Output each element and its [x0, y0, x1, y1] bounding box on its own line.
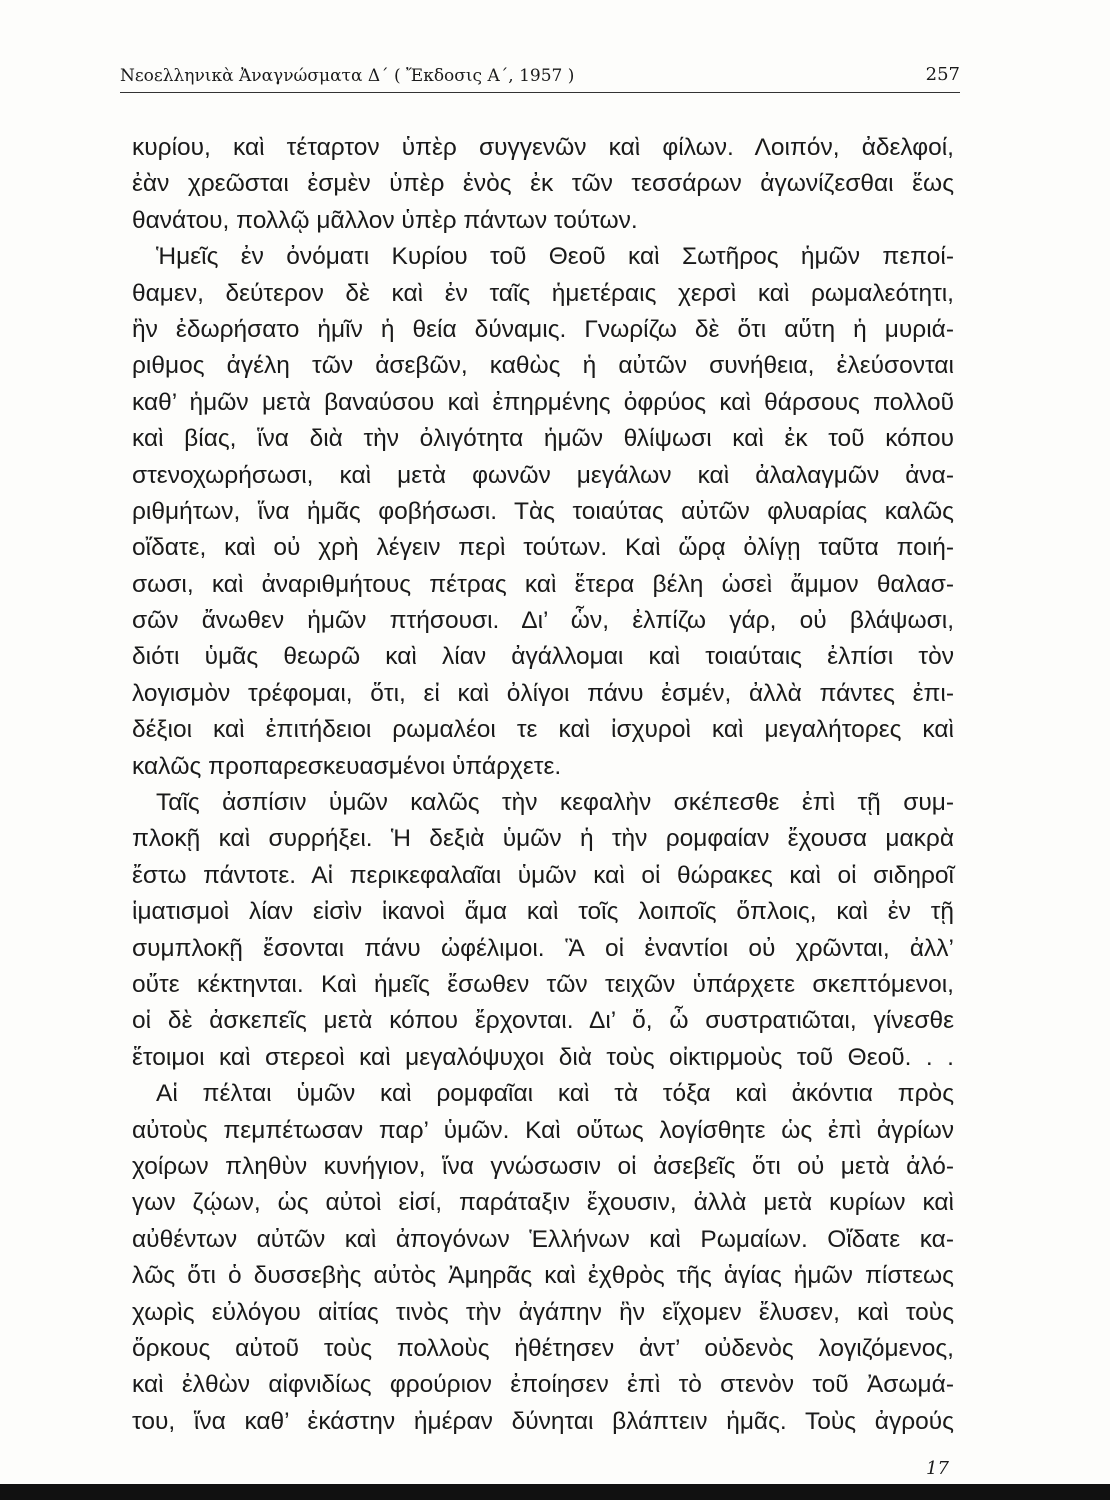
running-title: Νεοελληνικὰ Ἀναγνώσματα Δ΄ ( Ἔκδοσις Α΄, 1957 )	[120, 66, 575, 86]
text-line: οὔτε κέκτηνται. Καὶ ἡμεῖς ἔσωθεν τῶν τειχῶν ὑπάρχετε σκεπτόμενοι,	[132, 970, 954, 998]
text-line: ἔστω πάντοτε. Αἱ περικεφαλαῖαι ὑμῶν καὶ οἱ θώρακες καὶ οἱ σιδηροῖ	[132, 861, 954, 889]
text-line: Ἡμεῖς ἐν ὀνόματι Κυρίου τοῦ Θεοῦ καὶ Σωτῆρος ἡμῶν πεποί-	[156, 243, 954, 271]
text-line: Αἱ πέλται ὑμῶν καὶ ρομφαῖαι καὶ τὰ τόξα καὶ ἀκόντια πρὸς	[156, 1080, 954, 1108]
text-line: θανάτου, πολλῷ μᾶλλον ὑπὲρ πάντων τούτων.	[132, 206, 638, 234]
body-text	[132, 130, 954, 1440]
signature-mark: 17	[926, 1458, 949, 1479]
text-line: δέξιοι καὶ ἐπιτήδειοι ρωμαλέοι τε καὶ ἰσχυροὶ καὶ μεγαλήτορες καὶ	[132, 716, 954, 744]
text-line: στενοχωρήσωσι, καὶ μετὰ φωνῶν μεγάλων καὶ ἀλαλαγμῶν ἀνα-	[132, 461, 954, 489]
text-line: χωρὶς εὐλόγου αἰτίας τινὸς τὴν ἀγάπην ἣν εἴχομεν ἔλυσεν, καὶ τοὺς	[132, 1298, 954, 1326]
text-line: ἣν ἐδωρήσατο ἡμῖν ἡ θεία δύναμις. Γνωρίζω δὲ ὅτι αὕτη ἡ μυριά-	[132, 315, 954, 343]
text-line: γων ζῴων, ὡς αὐτοὶ εἰσί, παράταξιν ἔχουσιν, ἀλλὰ μετὰ κυρίων καὶ	[132, 1189, 954, 1217]
page-number: 257	[925, 64, 960, 85]
text-line: θαμεν, δεύτερον δὲ καὶ ἐν ταῖς ἡμετέραις χερσὶ καὶ ρωμαλεότητι,	[132, 279, 954, 307]
text-line: αὐτοὺς πεμπέτωσαν παρ’ ὑμῶν. Καὶ οὕτως λογίσθητε ὡς ἐπὶ ἀγρίων	[132, 1116, 954, 1144]
text-line: σῶν ἄνωθεν ἡμῶν πτήσουσι. Δι’ ὧν, ἐλπίζω γάρ, οὐ βλάψωσι,	[132, 607, 954, 635]
text-line: ἕτοιμοι καὶ στερεοὶ καὶ μεγαλόψυχοι διὰ τοὺς οἰκτιρμοὺς τοῦ Θεοῦ. . .	[132, 1043, 954, 1071]
text-line: αὐθέντων αὐτῶν καὶ ἀπογόνων Ἑλλήνων καὶ Ρωμαίων. Οἴδατε κα-	[132, 1225, 954, 1253]
text-line: ἱματισμοὶ λίαν εἰσὶν ἱκανοὶ ἅμα καὶ τοῖς λοιποῖς ὅπλοις, καὶ ἐν τῇ	[132, 898, 954, 926]
text-line: ριθμος ἀγέλη τῶν ἀσεβῶν, καθὼς ἡ αὐτῶν συνήθεια, ἐλεύσονται	[132, 352, 954, 380]
text-line: λῶς ὅτι ὁ δυσσεβὴς αὐτὸς Ἀμηρᾶς καὶ ἐχθρὸς τῆς ἁγίας ἡμῶν πίστεως	[132, 1262, 954, 1290]
text-line: καλῶς προπαρεσκευασμένοι ὑπάρχετε.	[132, 752, 562, 780]
text-line: διότι ὑμᾶς θεωρῶ καὶ λίαν ἀγάλλομαι καὶ τοιαύταις ἐλπίσι τὸν	[132, 643, 954, 671]
text-line: Ταῖς ἀσπίσιν ὑμῶν καλῶς τὴν κεφαλὴν σκέπεσθε ἐπὶ τῇ συμ-	[156, 789, 954, 817]
text-line: ἐὰν χρεῶσται ἐσμὲν ὑπὲρ ἑνὸς ἐκ τῶν τεσσάρων ἀγωνίζεσθαι ἕως	[132, 170, 954, 198]
text-line: ὅρκους αὐτοῦ τοὺς πολλοὺς ἠθέτησεν ἀντ’ οὐδενὸς λογιζόμενος,	[132, 1334, 954, 1362]
running-header	[120, 62, 960, 93]
text-line: χοίρων πληθὺν κυνήγιον, ἵνα γνώσωσιν οἱ ἀσεβεῖς ὅτι οὐ μετὰ ἀλό-	[132, 1152, 954, 1180]
text-line: σωσι, καὶ ἀναριθμήτους πέτρας καὶ ἕτερα βέλη ὡσεὶ ἄμμον θαλασ-	[132, 570, 954, 598]
text-line: κυρίου, καὶ τέταρτον ὑπὲρ συγγενῶν καὶ φίλων. Λοιπόν, ἀδελφοί,	[132, 134, 954, 161]
text-line: πλοκῇ καὶ συρρήξει. Ἡ δεξιὰ ὑμῶν ἡ τὴν ρομφαίαν ἔχουσα μακρὰ	[132, 825, 954, 853]
text-line: συμπλοκῇ ἔσονται πάνυ ὠφέλιμοι. Ἃ οἱ ἐναντίοι οὐ χρῶνται, ἀλλ’	[132, 934, 954, 962]
text-line: καὶ ἐλθὼν αἰφνιδίως φρούριον ἐποίησεν ἐπὶ τὸ στενὸν τοῦ Ἀσωμά-	[132, 1371, 954, 1399]
scan-edge-bar	[0, 1484, 1110, 1500]
text-line: ριθμήτων, ἵνα ἡμᾶς φοβήσωσι. Τὰς τοιαύτας αὐτῶν φλυαρίας καλῶς	[132, 497, 954, 525]
text-line: του, ἵνα καθ’ ἑκάστην ἡμέραν δύνηται βλάπτειν ἡμᾶς. Τοὺς ἀγρούς	[132, 1407, 954, 1435]
text-line: καὶ βίας, ἵνα διὰ τὴν ὀλιγότητα ἡμῶν θλίψωσι καὶ ἐκ τοῦ κόπου	[132, 425, 954, 453]
text-line: λογισμὸν τρέφομαι, ὅτι, εἰ καὶ ὀλίγοι πάνυ ἐσμέν, ἀλλὰ πάντες ἐπι-	[132, 679, 954, 707]
text-line: οἱ δὲ ἀσκεπεῖς μετὰ κόπου ἔρχονται. Δι’ ὅ, ὦ συστρατιῶται, γίνεσθε	[132, 1007, 954, 1035]
text-line: οἴδατε, καὶ οὐ χρὴ λέγειν περὶ τούτων. Καὶ ὥρᾳ ὀλίγῃ ταῦτα ποιή-	[132, 534, 954, 562]
text-line: καθ’ ἡμῶν μετὰ βαναύσου καὶ ἐπηρμένης ὀφρύος καὶ θάρσους πολλοῦ	[132, 388, 954, 416]
